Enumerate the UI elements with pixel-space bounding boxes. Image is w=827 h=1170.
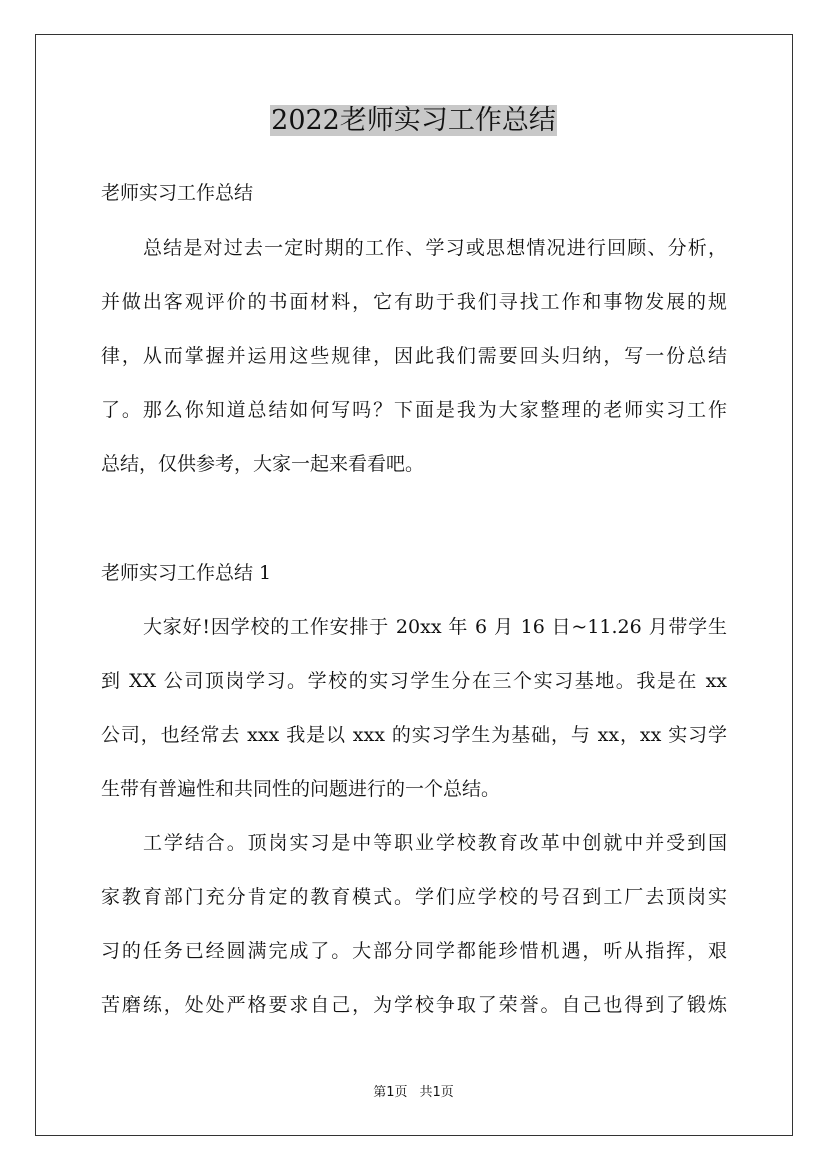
page-number: 第1页 — [373, 1085, 408, 1100]
paragraph-line: 习的任务已经圆满完成了。大部分同学都能珍惜机遇，听从指挥，艰 — [101, 940, 727, 962]
intro-line: 总结是对过去一定时期的工作、学习或思想情况进行回顾、分析， — [143, 237, 727, 259]
document-title-text: 2022老师实习工作总结 — [271, 105, 556, 136]
intro-line: 总结，仅供参考，大家一起来看看吧。 — [101, 453, 425, 475]
page-total: 共1页 — [419, 1085, 454, 1100]
section-heading: 老师实习工作总结 1 — [101, 562, 272, 584]
intro-line: 并做出客观评价的书面材料，它有助于我们寻找工作和事物发展的规 — [101, 291, 727, 313]
document-title — [0, 100, 827, 142]
paragraph-line: 生带有普遍性和共同性的问题进行的一个总结。 — [101, 778, 501, 800]
document-subtitle: 老师实习工作总结 — [101, 182, 254, 204]
intro-line: 律，从而掌握并运用这些规律，因此我们需要回头归纳，写一份总结 — [101, 345, 727, 367]
paragraph-line: 家教育部门充分肯定的教育模式。学们应学校的号召到工厂去顶岗实 — [101, 886, 727, 908]
paragraph-line: 大家好!因学校的工作安排于 20xx 年 6 月 16 日~11.26 月带学生 — [143, 616, 727, 638]
intro-line: 了。那么你知道总结如何写吗？下面是我为大家整理的老师实习工作 — [101, 399, 727, 421]
paragraph-line: 到 XX 公司顶岗学习。学校的实习学生分在三个实习基地。我是在 xx — [101, 670, 727, 692]
paragraph-line: 工学结合。顶岗实习是中等职业学校教育改革中创就中并受到国 — [143, 832, 727, 854]
paragraph-line: 公司，也经常去 xxx 我是以 xxx 的实习学生为基础，与 xx，xx 实习学 — [101, 724, 727, 746]
paragraph-line: 苦磨练，处处严格要求自己，为学校争取了荣誉。自己也得到了锻炼 — [101, 994, 727, 1016]
page-footer — [0, 1083, 827, 1103]
